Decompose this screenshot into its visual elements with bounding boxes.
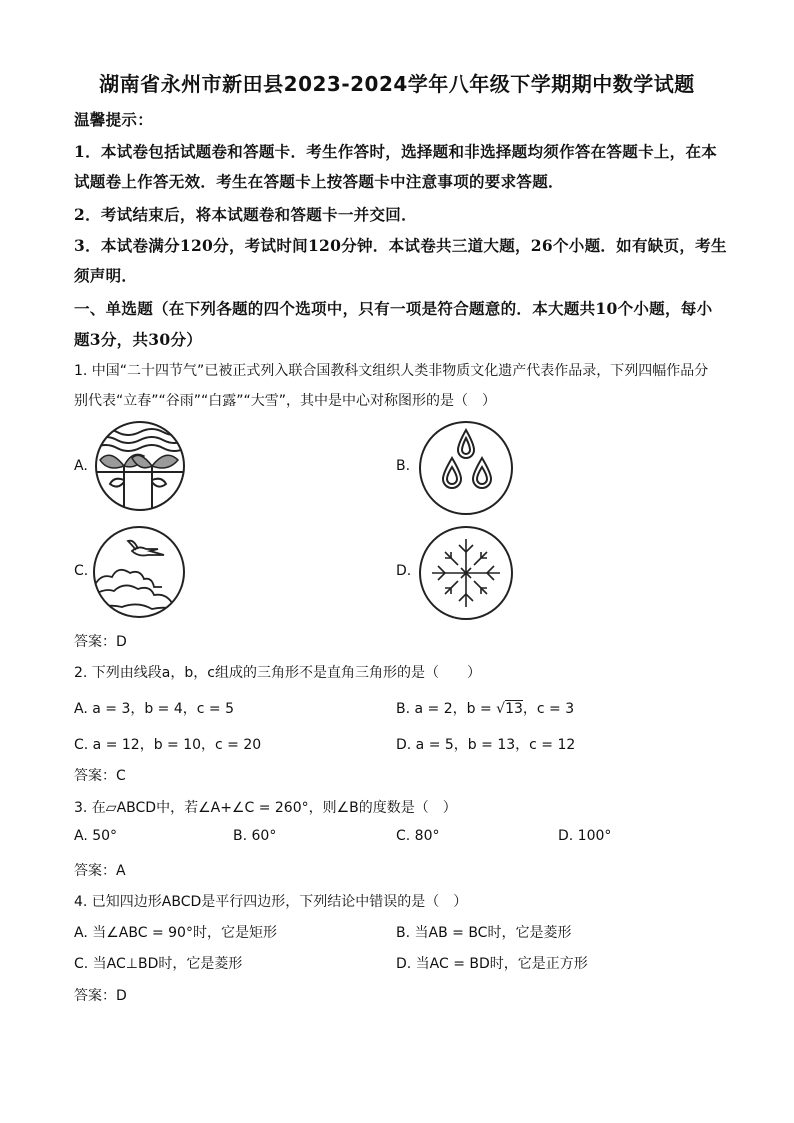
q2-option-d: D. a = 5，b = 13，c = 12: [396, 737, 576, 753]
q3-answer: 答案：A: [74, 863, 126, 879]
exam-title: 湖南省永州市新田县2023-2024学年八年级下学期期中数学试题: [99, 72, 695, 96]
notice-line-4: 3．本试卷满分120分，考试时间120分钟．本试卷共三道大题，26个小题．如有缺页，考生: [74, 236, 727, 255]
q3-option-b: B. 60°: [233, 828, 277, 844]
q2-option-b-prefix: B. a = 2，b =: [396, 701, 497, 717]
section-heading-line-1: 一、单选题（在下列各题的四个选项中，只有一项是符合题意的．本大题共10个小题，每小: [74, 299, 713, 318]
q2-option-b-suffix: ，c = 3: [522, 701, 575, 717]
q1-stem-line-1: 1. 中国“二十四节气”已被正式列入联合国教科文组织人类非物质文化遗产代表作品录，下列四幅作品分: [74, 363, 709, 379]
q2-option-c: C. a = 12，b = 10，c = 20: [74, 737, 262, 753]
q1-figure-b-guyu-icon: [418, 420, 514, 516]
q3-stem: 3. 在▱ABCD中，若∠A+∠C = 260°，则∠B的度数是（ ）: [74, 800, 457, 816]
q2-answer: 答案：C: [74, 768, 126, 784]
q1-figure-a-lichun-icon: [94, 420, 186, 512]
notice-heading: 温馨提示：: [74, 110, 154, 129]
q1-option-c-label: C.: [74, 563, 89, 579]
notice-line-1: 1．本试卷包括试题卷和答题卡．考生作答时，选择题和非选择题均须作答在答题卡上，在本: [74, 142, 718, 161]
q2-option-a: A. a = 3，b = 4，c = 5: [74, 701, 235, 717]
sqrt-symbol-icon: √: [496, 701, 506, 717]
q4-option-d: D. 当AC = BD时，它是正方形: [396, 956, 588, 972]
q4-option-a: A. 当∠ABC = 90°时，它是矩形: [74, 925, 277, 941]
q1-stem-line-2: 别代表“立春”“谷雨”“白露”“大雪”，其中是中心对称图形的是（ ）: [74, 393, 497, 409]
q2-stem: 2. 下列由线段a，b，c组成的三角形不是直角三角形的是（ ）: [74, 665, 481, 681]
q1-option-b-label: B.: [396, 458, 411, 474]
notice-line-2: 试题卷上作答无效．考生在答题卡上按答题卡中注意事项的要求答题．: [74, 172, 564, 191]
q4-option-b: B. 当AB = BC时，它是菱形: [396, 925, 572, 941]
q1-figure-d-daxue-icon: [418, 525, 514, 621]
q3-option-a: A. 50°: [74, 828, 118, 844]
q1-option-a-label: A.: [74, 458, 88, 474]
q2-option-b: [396, 698, 574, 718]
q4-answer: 答案：D: [74, 988, 127, 1004]
q4-option-c: C. 当AC⊥BD时，它是菱形: [74, 956, 243, 972]
q1-option-d-label: D.: [396, 563, 412, 579]
notice-line-5: 须声明．: [74, 266, 138, 285]
q3-option-d: D. 100°: [558, 828, 612, 844]
q1-figure-c-bailu-icon: [92, 525, 186, 619]
notice-line-3: 2．考试结束后，将本试题卷和答题卡一并交回．: [74, 205, 417, 224]
q1-answer: 答案：D: [74, 634, 127, 650]
section-heading-line-2: 题3分，共30分）: [74, 330, 203, 349]
q3-option-c: C. 80°: [396, 828, 440, 844]
q2-option-b-radicand: 13: [505, 701, 523, 717]
q4-stem: 4. 已知四边形ABCD是平行四边形，下列结论中错误的是（ ）: [74, 894, 468, 910]
